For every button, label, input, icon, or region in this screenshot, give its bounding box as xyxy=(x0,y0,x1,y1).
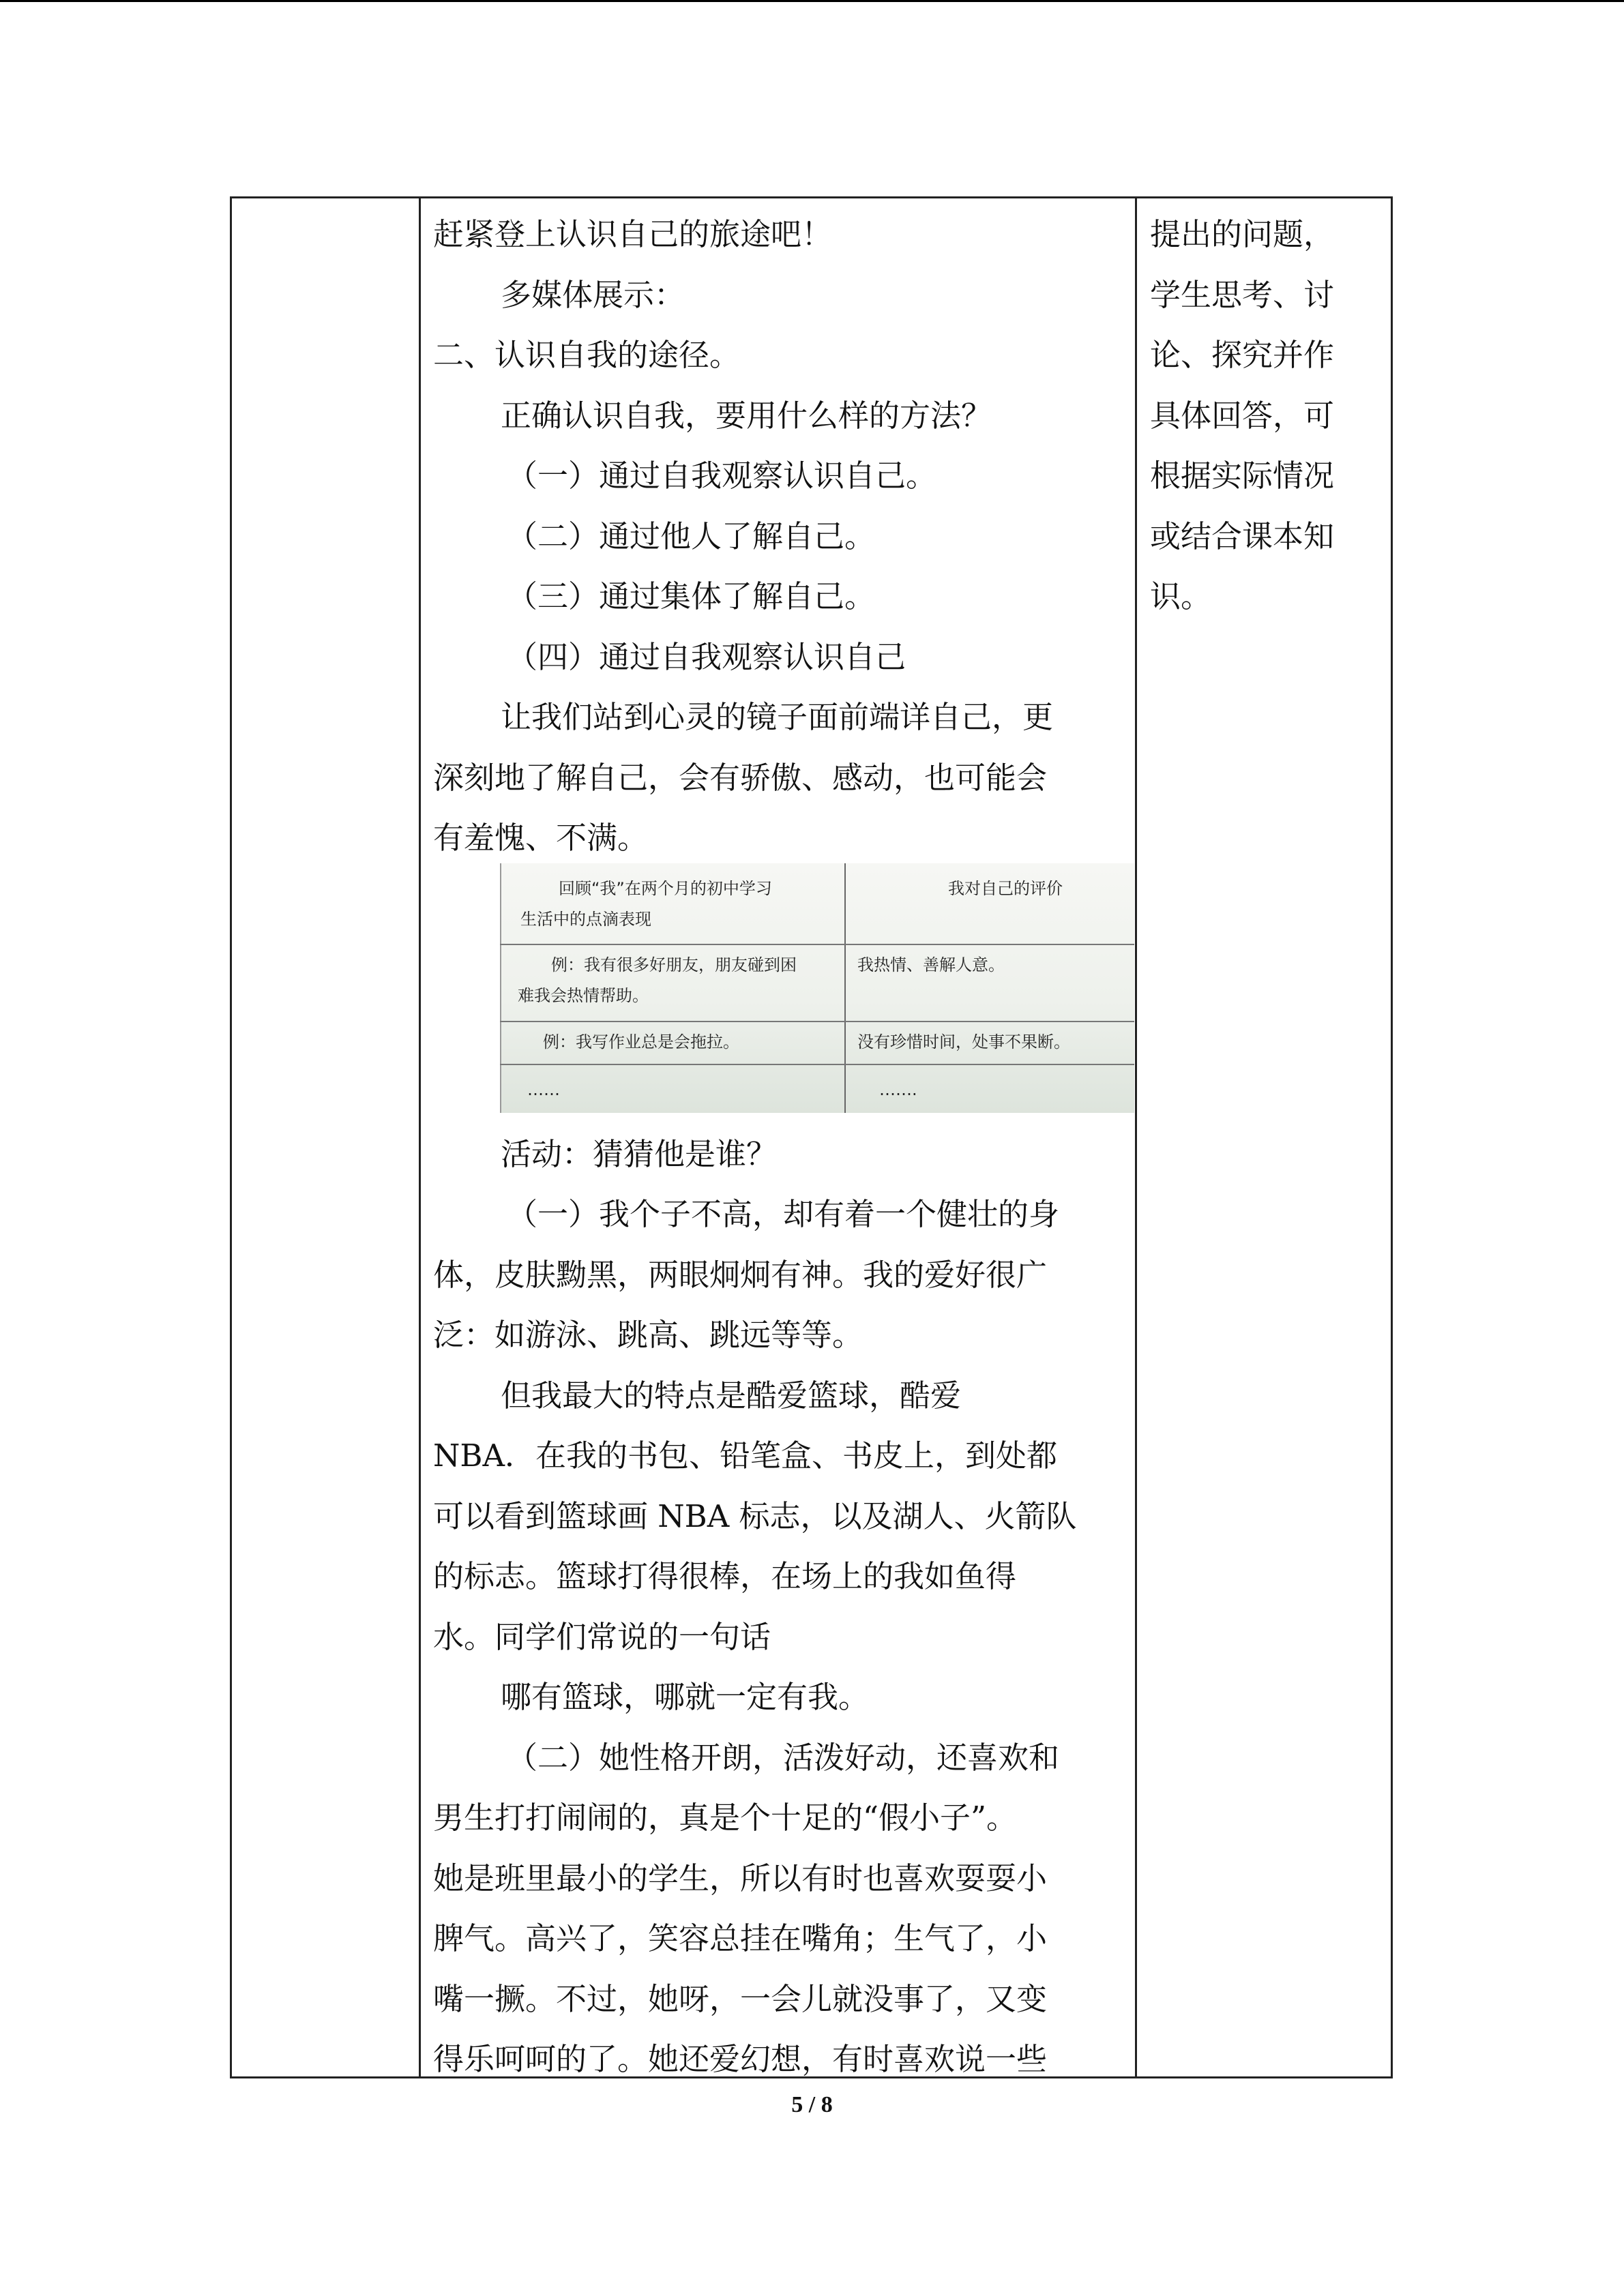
text-line: 具体回答，可 xyxy=(1150,397,1335,434)
eval-row-divider xyxy=(500,1021,1134,1022)
eval-row3-left: …… xyxy=(527,1080,560,1099)
text-line: 多媒体展示： xyxy=(501,276,685,313)
text-line: 有羞愧、不满。 xyxy=(433,820,649,856)
teaching-content-column xyxy=(433,205,1129,2090)
text-line: 嘴一撅。不过，她呀，一会儿就没事了，又变 xyxy=(433,1980,1048,2017)
text-line: 学生思考、讨 xyxy=(1150,276,1335,313)
design-intent-column xyxy=(1150,205,1375,627)
eval-row2-right: 没有珍惜时间，处事不果断。 xyxy=(857,1032,1070,1052)
eval-row2-left: 例：我写作业总是会拖拉。 xyxy=(543,1032,739,1052)
page-number: 5 / 8 xyxy=(791,2092,833,2117)
column-divider-1 xyxy=(419,196,421,2078)
top-border-line xyxy=(0,0,1624,2)
text-line: 或结合课本知 xyxy=(1150,518,1335,554)
text-line: 哪有篮球，哪就一定有我。 xyxy=(501,1679,870,1715)
eval-row1-left-line1: 例：我有很多好朋友，朋友碰到困 xyxy=(551,955,797,974)
text-line: 男生打打闹闹的，真是个十足的“假小子”。 xyxy=(433,1800,1018,1836)
text-line: 得乐呵呵的了。她还爱幻想，有时喜欢说一些 xyxy=(433,2041,1048,2077)
eval-header-right: 我对自己的评价 xyxy=(948,879,1063,898)
text-line: （一）我个子不高，却有着一个健壮的身 xyxy=(507,1196,1060,1232)
text-line: 赶紧登上认识自己的旅途吧！ xyxy=(433,216,833,252)
eval-header-left-line2: 生活中的点滴表现 xyxy=(520,910,651,929)
activity-heading: 活动：猜猜他是谁？ xyxy=(501,1135,778,1172)
eval-row-divider xyxy=(500,944,1134,945)
text-line: 根据实际情况 xyxy=(1150,458,1335,494)
text-line: 识。 xyxy=(1150,578,1212,614)
text-line: 水。同学们常说的一句话 xyxy=(433,1618,771,1655)
text-line: 深刻地了解自己，会有骄傲、感动，也可能会 xyxy=(433,759,1048,796)
text-line: 但我最大的特点是酷爱篮球，酷爱 xyxy=(501,1377,962,1414)
content-block-1 xyxy=(433,205,1129,869)
list-item: （三）通过集体了解自己。 xyxy=(507,578,876,614)
text-line: 可以看到篮球画 NBA 标志，以及湖人、火箭队 xyxy=(433,1497,1077,1534)
eval-row1-right: 我热情、善解人意。 xyxy=(857,955,1005,974)
eval-row1-left-line2: 难我会热情帮助。 xyxy=(518,986,649,1005)
eval-header-left-line1: 回顾“我”在两个月的初中学习 xyxy=(559,879,772,898)
text-line: 论、探究并作 xyxy=(1150,337,1335,373)
list-item: （二）通过他人了解自己。 xyxy=(507,518,876,554)
content-block-2 xyxy=(433,1124,1129,2090)
text-line: 体，皮肤黝黑，两眼炯炯有神。我的爱好很广 xyxy=(433,1256,1048,1293)
text-line: 正确认识自我，要用什么样的方法？ xyxy=(501,397,992,434)
text-line: 脾气。高兴了，笑容总挂在嘴角；生气了，小 xyxy=(433,1920,1048,1956)
self-evaluation-table-image xyxy=(500,863,1134,1113)
text-line: NBA．在我的书包、铅笔盒、书皮上，到处都 xyxy=(433,1437,1057,1474)
list-item: （一）通过自我观察认识自己。 xyxy=(507,458,937,494)
eval-left-border xyxy=(500,863,501,1113)
text-line: 的标志。篮球打得很棒，在场上的我如鱼得 xyxy=(433,1558,1017,1594)
eval-row3-right: ……. xyxy=(879,1080,917,1099)
text-line: 泛：如游泳、跳高、跳远等等。 xyxy=(433,1317,863,1353)
list-item: （四）通过自我观察认识自己 xyxy=(507,638,906,675)
text-line: （二）她性格开朗，活泼好动，还喜欢和 xyxy=(507,1739,1060,1776)
text-line: 她是班里最小的学生，所以有时也喜欢耍耍小 xyxy=(433,1860,1048,1896)
eval-column-divider xyxy=(844,863,846,1113)
text-line: 提出的问题， xyxy=(1150,216,1335,252)
section-heading: 二、认识自我的途径。 xyxy=(433,337,741,373)
eval-row-divider xyxy=(500,1064,1134,1065)
column-divider-2 xyxy=(1135,196,1137,2078)
text-line: 让我们站到心灵的镜子面前端详自己，更 xyxy=(501,699,1054,735)
